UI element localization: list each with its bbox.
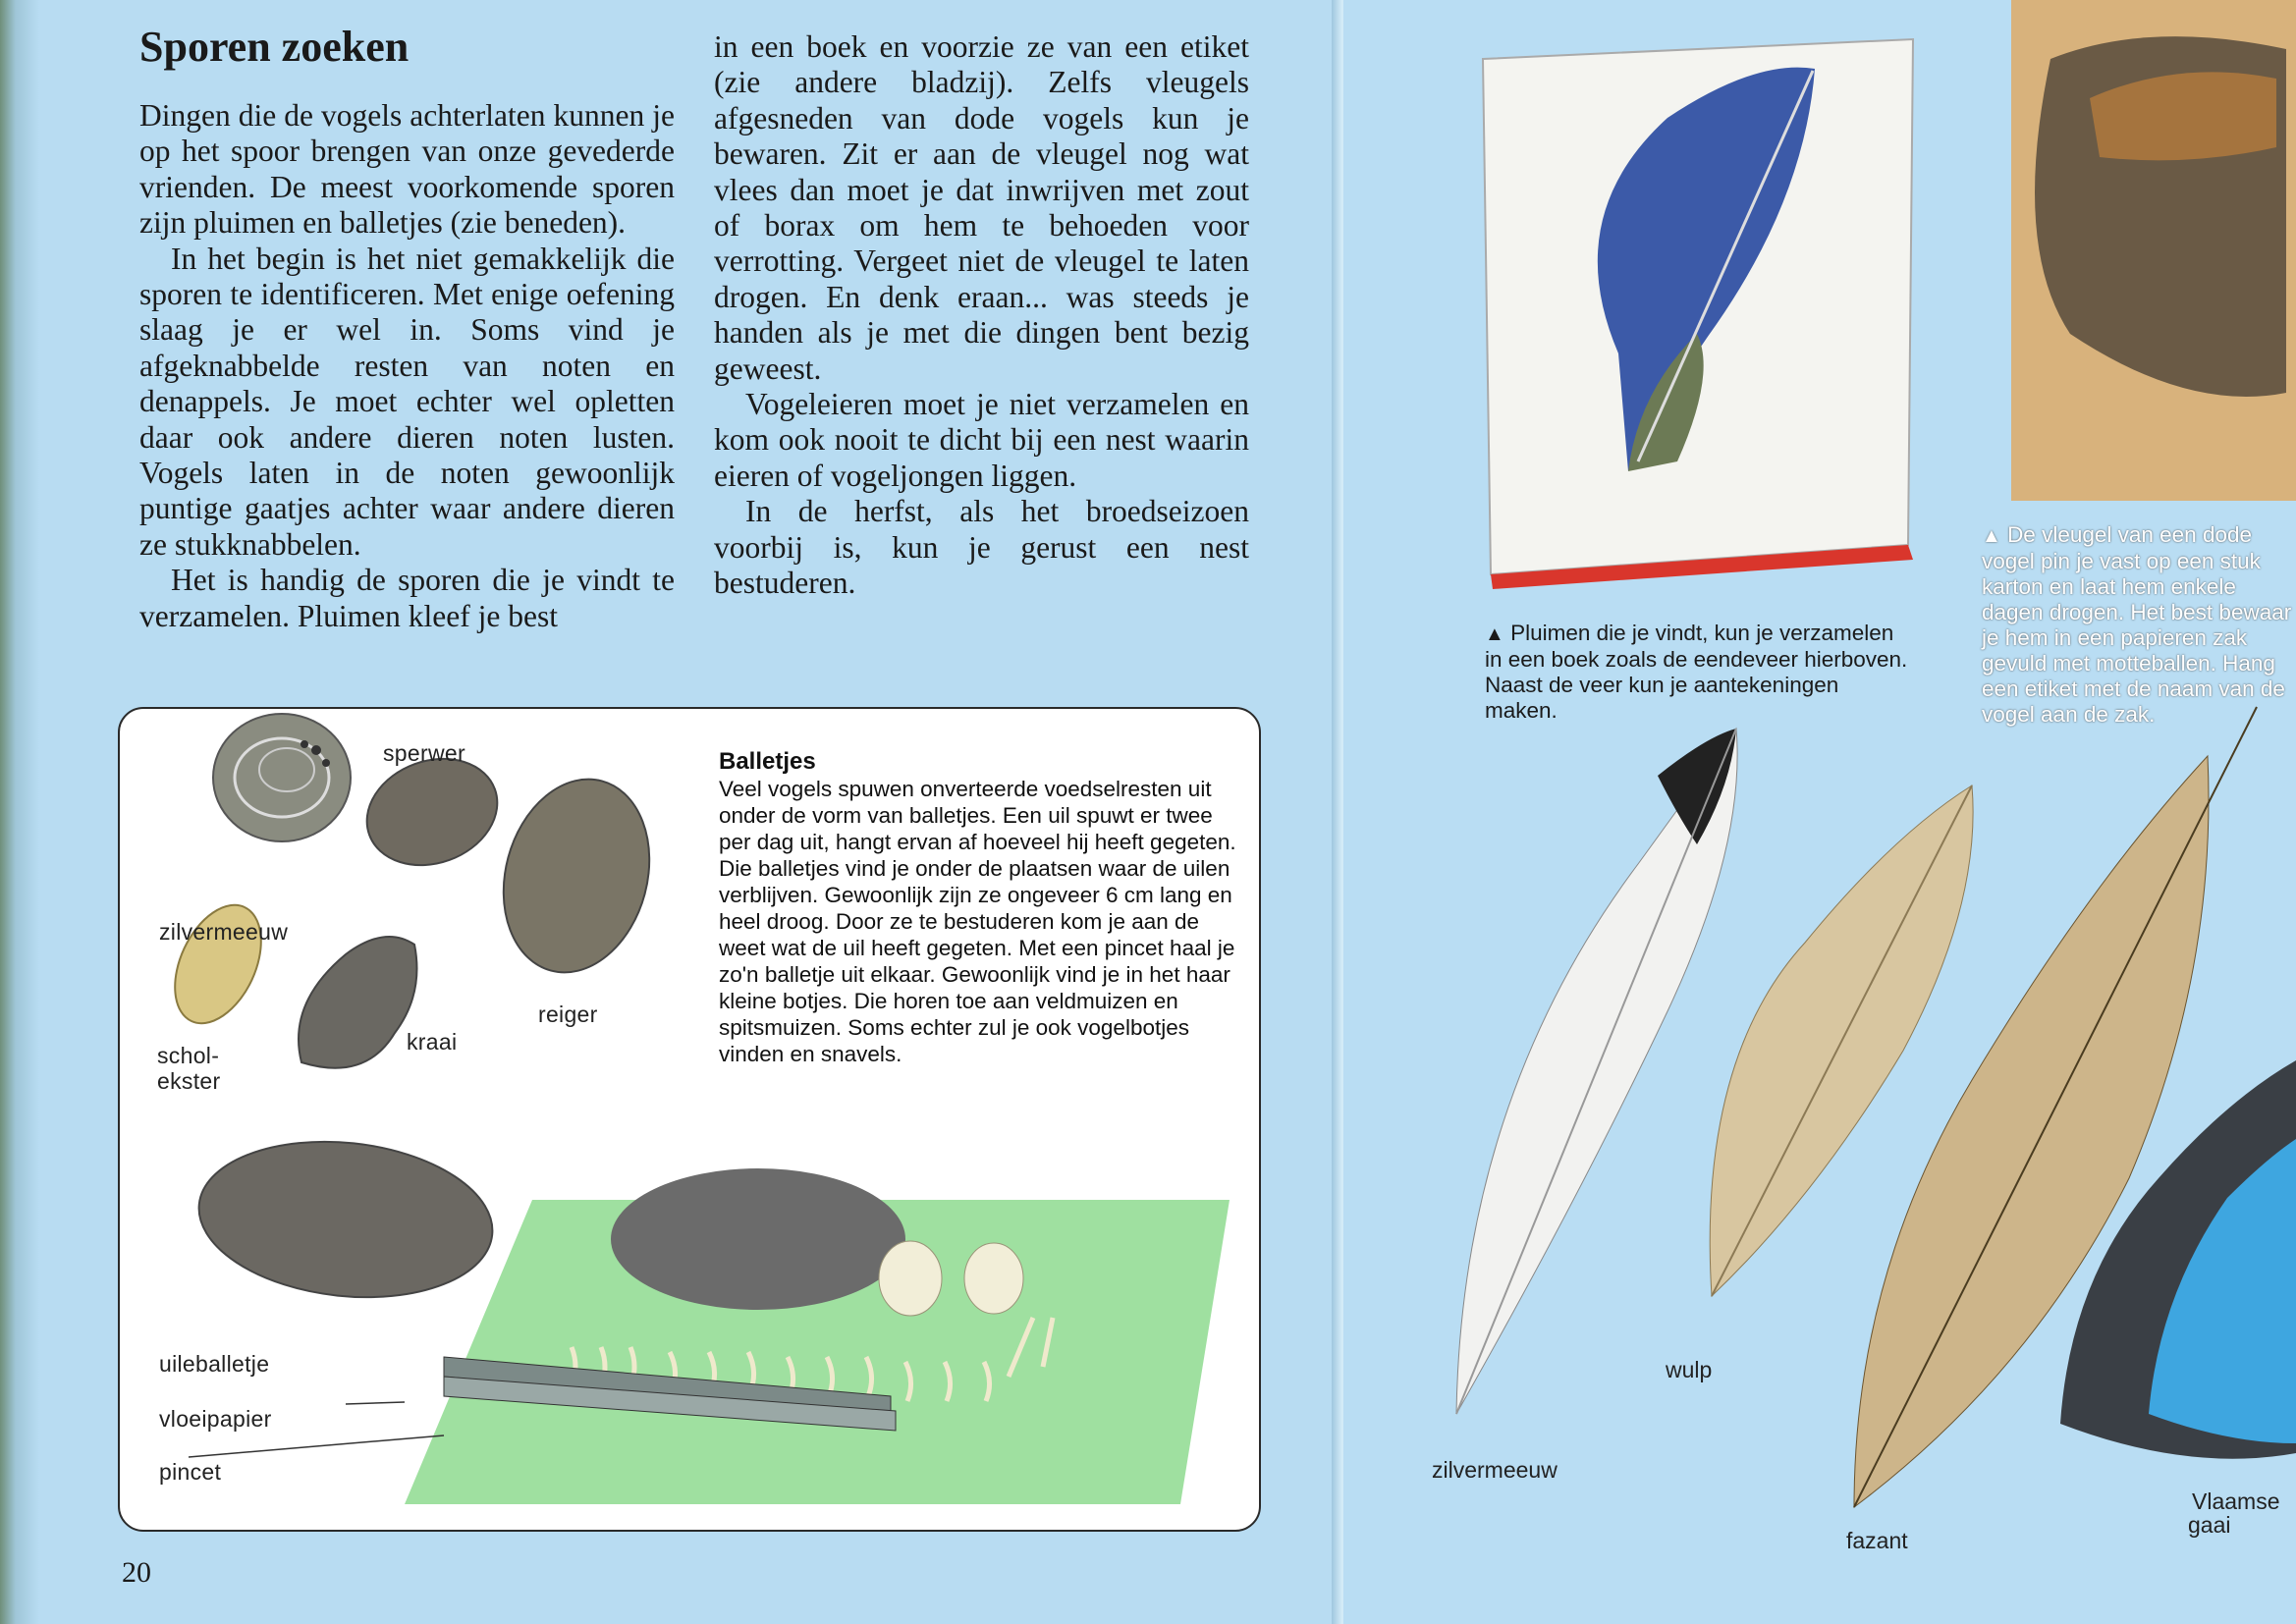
paragraph: in een boek en voorzie ze van een etiket (zie andere bladzij). Zelfs vleugels afgesneden van dode vogels kun je bewaren. Zit er aan de vleugel nog wat vlees dan moet je dat inwrijven met zout of borax om hem te behoeden voor verrotting. Vergeet niet de vleugel te laten drogen. En denk eraan... was steeds je handen als je met die dingen bent bezig geweest. — [714, 29, 1249, 386]
paragraph: In de herfst, als het broedseizoen voorbij is, kun je gerust een nest bestuderen. — [714, 494, 1249, 601]
pellets-box — [118, 707, 1261, 1532]
caption-book-text: Pluimen die je vindt, kun je verzamelen in een boek zoals de eendeveer hierboven. Naast de veer kun je aantekeningen maken. — [1485, 621, 1908, 723]
caption-book — [1485, 621, 1917, 724]
feathers-illustration — [1343, 0, 2296, 1624]
label-fazant: fazant — [1846, 1528, 1908, 1553]
caption-wing — [1982, 522, 2296, 728]
paragraph: Dingen die de vogels achterlaten kunnen je op het spoor brengen van onze gevederde vrienden. De meest voorkomende sporen zijn pluimen en balletjes (zie beneden). — [139, 98, 675, 241]
fur-mass — [611, 1168, 905, 1310]
pointer-line — [189, 1435, 444, 1457]
owl-pellet — [191, 1128, 501, 1312]
book-with-feather — [1483, 39, 1913, 589]
label-pincet: pincet — [159, 1459, 222, 1485]
label-sperwer: sperwer — [383, 740, 465, 766]
pointer-line — [346, 1402, 405, 1404]
herring-gull-feather — [1456, 729, 1737, 1414]
label-vloeipapier: vloeipapier — [159, 1406, 272, 1432]
right-page — [1343, 0, 2296, 1624]
label-scholekster-1: schol- — [157, 1043, 220, 1068]
crow-pellet — [299, 937, 417, 1068]
caption-wing-text: De vleugel van een dode vogel pin je vast op een stuk karton en laat hem enkele dagen drogen. Het best bewaar je hem in een papieren zak gevuld met motteballen. Hang een etiket met de naam van de vogel aan de zak. — [1982, 522, 2292, 727]
skull — [964, 1243, 1023, 1314]
heron-pellet — [483, 763, 671, 989]
paragraph: Vogeleieren moet je niet verzamelen en kom ook nooit te dicht bij een nest waarin eieren of vogeljongen liggen. — [714, 387, 1249, 493]
label-zilvermeeuw-feather: zilvermeeuw — [1432, 1457, 1558, 1483]
label-vlaamse-gaai-1: Vlaamse — [2192, 1489, 2280, 1514]
box-heading: Balletjes — [719, 748, 816, 775]
label-vlaamse-gaai-2: gaai — [2188, 1512, 2231, 1538]
paragraph: In het begin is het niet gemakkelijk die sporen te identificeren. Met enige oefening slaag je er wel in. Soms vind je afgeknabbelde resten van noten en denappels. Je moet echter wel opletten daar ook andere dieren noten lusten. Vogels laten in de noten gewoonlijk puntige gaatjes achter waar andere dieren ze stukknabbelen. — [139, 241, 675, 562]
label-reiger: reiger — [538, 1001, 598, 1027]
wing-on-cardboard — [2011, 0, 2296, 501]
label-kraai: kraai — [407, 1029, 458, 1055]
page-title: Sporen zoeken — [139, 23, 410, 71]
text-column-2 — [714, 29, 1249, 602]
skull — [879, 1241, 942, 1316]
page-edge — [0, 0, 39, 1624]
page-number: 20 — [122, 1556, 151, 1589]
triangle-icon: ▲ — [1485, 623, 1504, 645]
oystercatcher-pellet — [158, 892, 279, 1037]
label-uileballetje: uileballetje — [159, 1351, 270, 1377]
label-zilvermeeuw: zilvermeeuw — [159, 919, 289, 945]
box-text: Veel vogels spuwen onverteerde voedselresten uit onder de vorm van balletjes. Een uil spuwt er twee per dag uit, hangt ervan af hoeveel hij heeft gegeten. Die balletjes vind je onder de plaatsen waar de uilen verblijven. Gewoonlijk zijn ze ongeveer 6 cm lang en heel droog. Door ze te bestuderen kom je aan de weet wat de uil heeft gegeten. Met een pincet haal je zo'n balletje uit elkaar. Gewoonlijk vind je in het haar kleine botjes. Die horen toe aan veldmuizen en spitsmuizen. Soms echter zul je ook vogelbotjes vinden en snavels. — [719, 777, 1236, 1066]
label-scholekster-2: ekster — [157, 1068, 221, 1094]
label-wulp: wulp — [1666, 1357, 1713, 1382]
text-column-1 — [139, 98, 675, 634]
herring-gull-pellet — [213, 714, 351, 841]
paragraph: Het is handig de sporen die je vindt te verzamelen. Pluimen kleef je best — [139, 563, 675, 633]
triangle-icon: ▲ — [1982, 525, 2001, 547]
